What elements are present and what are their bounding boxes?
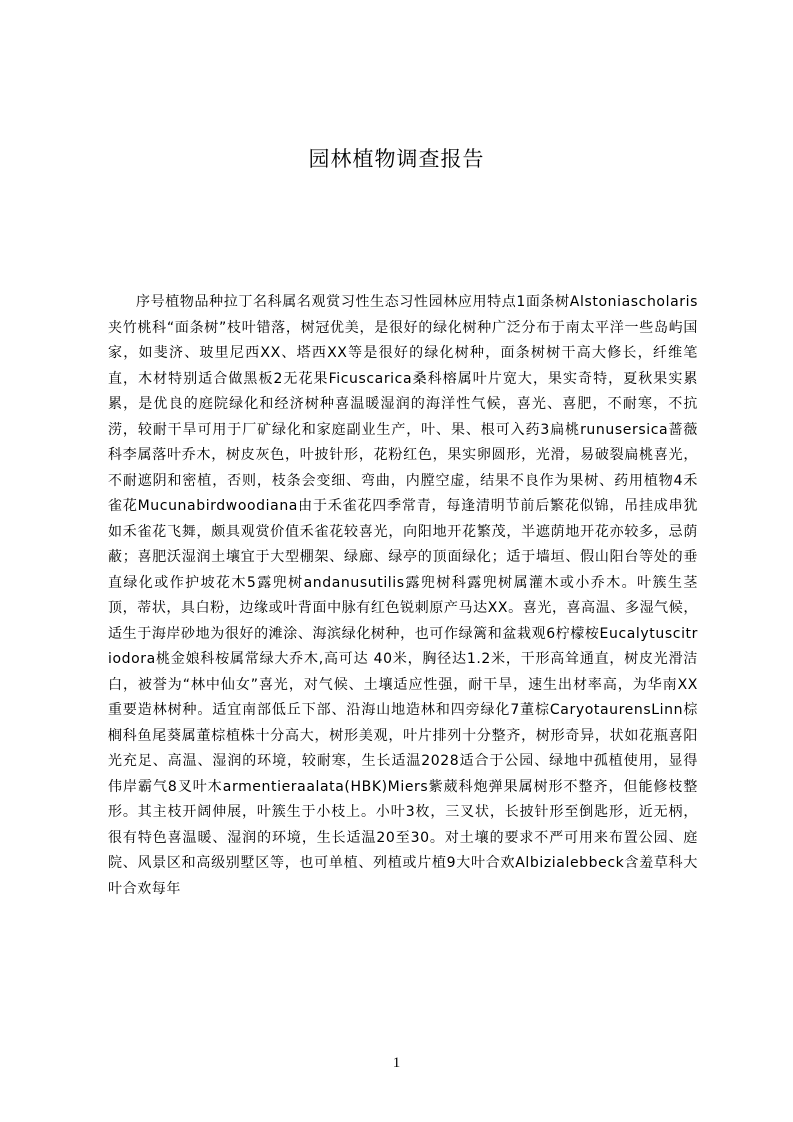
page-number: 1 xyxy=(392,1055,401,1071)
body-paragraph: 序号植物品种拉丁名科属名观赏习性生态习性园林应用特点1面条树Alstoniascholaris夹竹桃科“面条树”枝叶错落，树冠优美，是很好的绿化树种广泛分布于南太平洋一些岛屿国家，如斐济、玻里尼西XX、塔西XX等是很好的绿化树种，面条树树干高大修长，纤维笔直，木材特别适合做黑板2无花果Ficuscarica桑科榕属叶片宽大，果实奇特，夏秋果实累累，是优良的庭院绿化和经济树种喜温暖湿润的海洋性气候，喜光、喜肥，不耐寒，不抗涝，较耐干旱可用于厂矿绿化和家庭副业生产，叶、果、根可入药3扁桃runusersica蔷薇科李属落叶乔木，树皮灰色，叶披针形，花粉红色，果实卵圆形，光滑，易破裂扁桃喜光，不耐遮阴和密植，否则，枝条会变细、弯曲，内膛空虚，结果不良作为果树、药用植物4禾雀花Mucunabirdwoodiana由于禾雀花四季常青，每逢清明节前后繁花似锦，吊挂成串犹如禾雀花飞舞，颇具观赏价值禾雀花较喜光，向阳地开花繁茂，半遮荫地开花亦较多，忌荫蔽；喜肥沃湿润土壤宜于大型棚架、绿廊、绿亭的顶面绿化；适于墙垣、假山阳台等处的垂直绿化或作护坡花木5露兜树andanusutilis露兜树科露兜树属灌木或小乔木。叶簇生茎顶，蒂状，具白粉，边缘或叶背面中脉有红色锐刺原产马达XX。喜光，喜高温、多湿气候，适生于海岸砂地为很好的滩涂、海滨绿化树种，也可作绿篱和盆栽观6柠檬桉Eucalytuscitriodora桃金娘科桉属常绿大乔木,高可达 40米，胸径达1.2米，干形高耸通直，树皮光滑洁白，被誉为“林中仙女”喜光，对气候、土壤适应性强，耐干旱，速生出材率高，为华南XX重要造林树种。适宜南部低丘下部、沿海山地造林和四旁绿化7董棕CaryotaurensLinn棕榈科鱼尾葵属董棕植株十分高大，树形美观，叶片排列十分整齐，树形奇异，状如花瓶喜阳光充足、高温、湿润的环境，较耐寒，生长适温2028适合于公园、绿地中孤植使用，显得伟岸霸气8叉叶木armentieraalata(HBK)Miers紫葳科炮弹果属树形不整齐，但能修枝整形。其主枝开阔伸展，叶簇生于小枝上。小叶3枚，三叉状，长披针形至倒匙形，近无柄，很有特色喜温暖、湿润的环境，生长适温20至30。对土壤的要求不严可用来布置公园、庭院、风景区和高级别墅区等，也可单植、列植或片植9大叶合欢Albizialebbeck含羞草科大叶合欢每年 xyxy=(108,294,698,897)
document-title: 园林植物调查报告 xyxy=(308,147,485,171)
